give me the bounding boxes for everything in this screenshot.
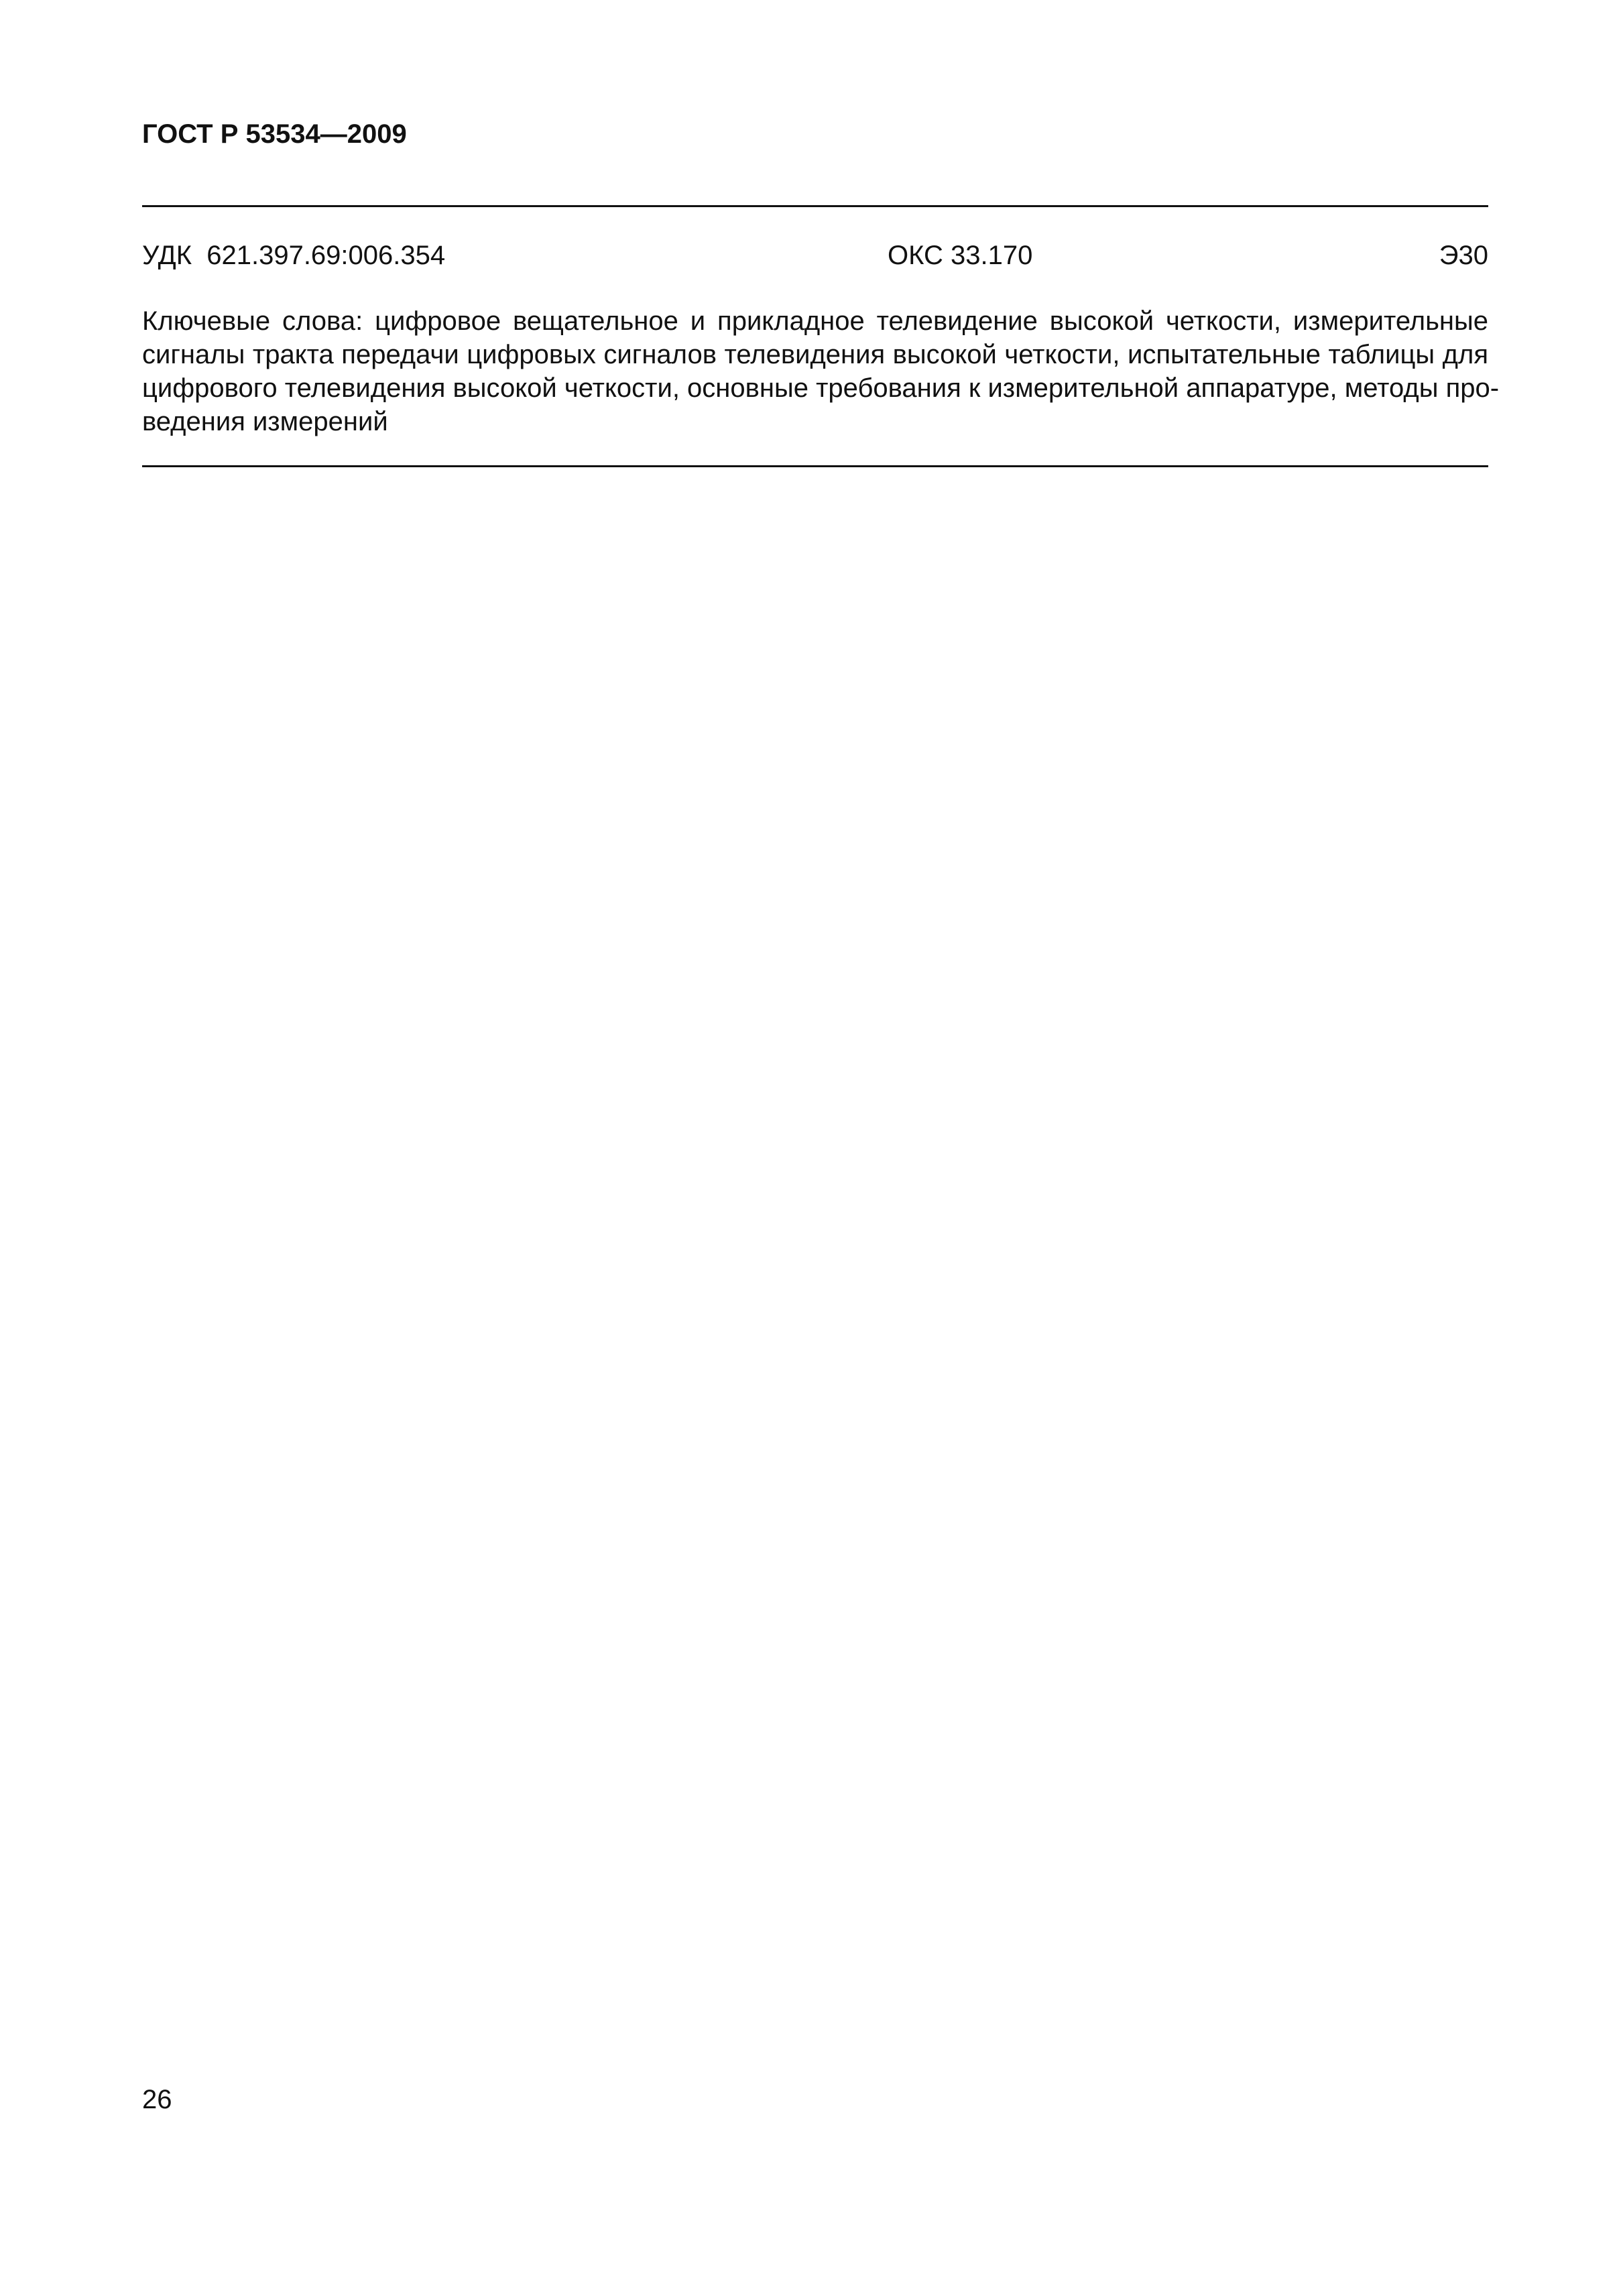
udk-code: УДК 621.397.69:006.354 xyxy=(142,241,446,270)
keywords-line-3: цифрового телевидения высокой четкости, основные требования к измерительной аппаратуре, методы про- xyxy=(142,373,1500,403)
keywords-line-1: Ключевые слова: цифровое вещательное и прикладное телевидение высокой четкости, измерительные xyxy=(142,306,1488,336)
bottom-divider xyxy=(142,465,1488,467)
keywords-line-4: ведения измерений xyxy=(142,407,388,436)
classification-row xyxy=(142,239,1488,272)
document-header-standard-id: ГОСТ Р 53534—2009 xyxy=(142,119,407,149)
page-number: 26 xyxy=(142,2085,172,2114)
keywords-line-2: сигналы тракта передачи цифровых сигналов телевидения высокой четкости, испытательные таблицы для xyxy=(142,340,1488,369)
category-code: Э30 xyxy=(1439,241,1488,270)
oks-code: ОКС 33.170 xyxy=(888,241,1033,270)
keywords-paragraph xyxy=(142,304,1500,438)
top-divider xyxy=(142,205,1488,207)
